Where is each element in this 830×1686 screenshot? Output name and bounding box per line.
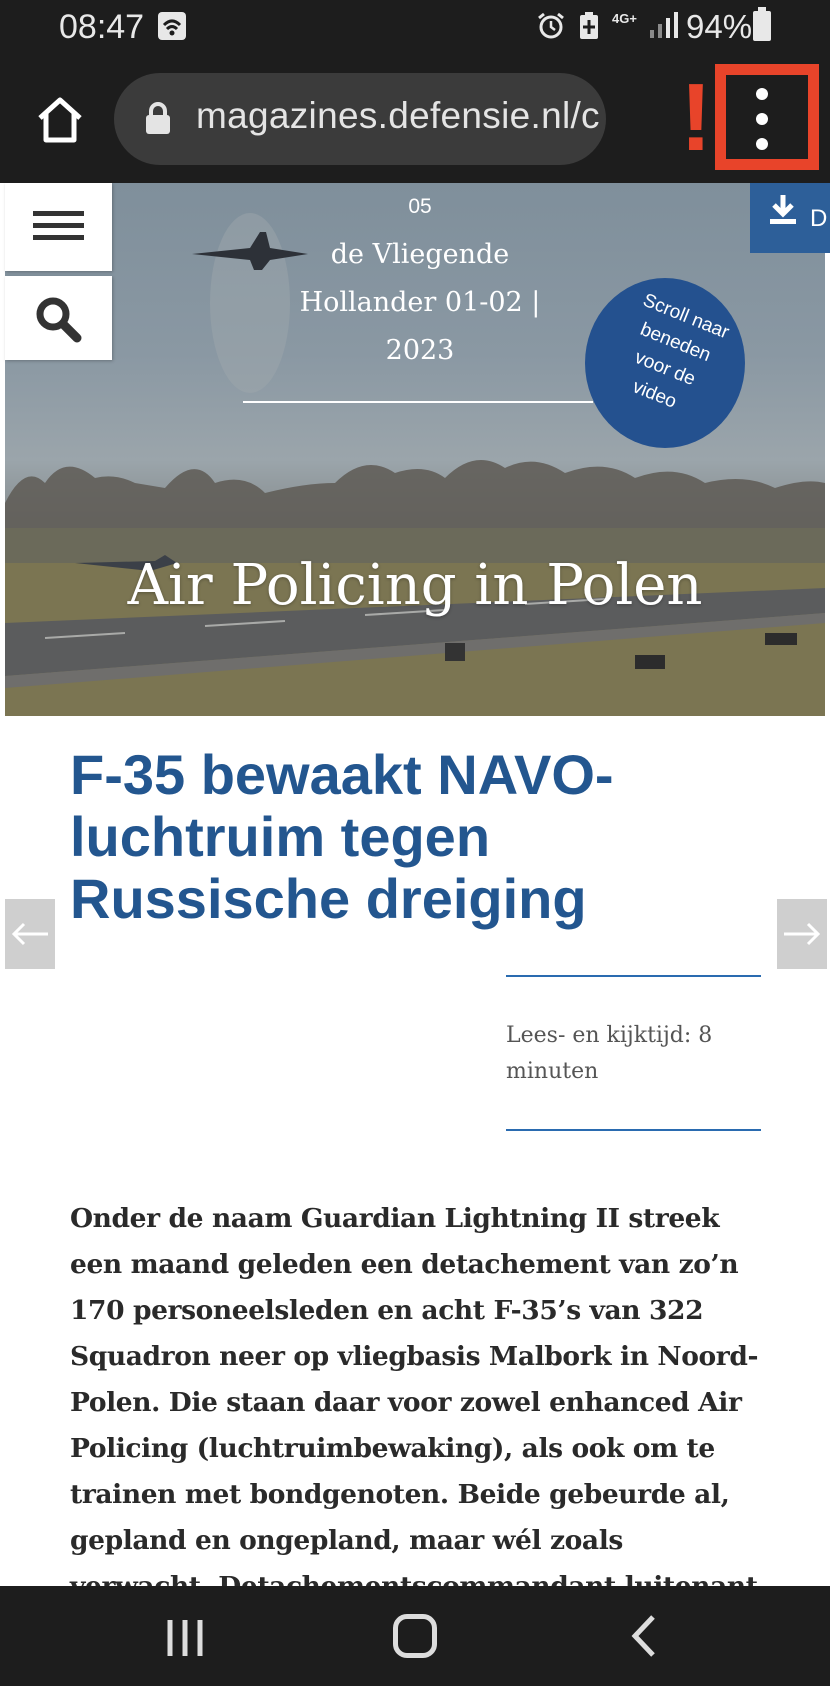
download-label: D bbox=[810, 205, 828, 232]
system-navigation-bar bbox=[0, 1586, 830, 1686]
meta-divider-top bbox=[506, 975, 761, 977]
search-icon bbox=[35, 296, 83, 342]
more-vert-icon[interactable] bbox=[737, 84, 787, 154]
article bbox=[0, 716, 830, 1586]
battery-icon bbox=[753, 11, 771, 41]
home-button[interactable] bbox=[30, 90, 90, 150]
hamburger-menu-button[interactable] bbox=[5, 183, 112, 271]
previous-article-button[interactable] bbox=[5, 899, 55, 969]
arrow-right-icon bbox=[782, 922, 822, 946]
recent-apps-button[interactable] bbox=[165, 1616, 205, 1660]
battery-percent: 94% bbox=[686, 8, 753, 45]
hero-title: Air Policing in Polen bbox=[127, 553, 703, 618]
article-headline: F-35 bewaakt NAVO-luchtruim tegen Russische dreiging bbox=[70, 743, 614, 930]
url-text: magazines.defensie.nl/c bbox=[196, 95, 600, 136]
home-nav-button[interactable] bbox=[393, 1614, 437, 1658]
meta-divider-bottom bbox=[506, 1129, 761, 1131]
hero-divider bbox=[243, 401, 593, 403]
network-type: 4G+ bbox=[612, 11, 637, 26]
home-icon bbox=[30, 90, 90, 150]
hero-banner bbox=[5, 183, 828, 716]
address-bar[interactable] bbox=[114, 73, 606, 165]
browser-toolbar bbox=[0, 58, 830, 183]
reading-time: Lees- en kijktijd: 8 minuten bbox=[506, 1023, 713, 1084]
wifi-calling-icon bbox=[158, 12, 186, 40]
next-article-button[interactable] bbox=[777, 899, 827, 969]
annotation-exclamation: ! bbox=[680, 64, 712, 171]
scroll-badge-text: Scroll naar beneden voor de video bbox=[629, 289, 732, 413]
scroll-video-badge[interactable] bbox=[585, 278, 745, 448]
status-bar bbox=[0, 0, 830, 58]
article-intro: Onder de naam Guardian Lightning II streek een maand geleden een detachement van zo’n 170 personeelsleden en acht F-35’s van 322 Squadron neer op vliegbasis Malbork in Noord-Polen. Die staan daar voor zowel enhanced Air Policing (luchtruimbewaking), als ook om te trainen met bondgenoten. Beide gebeurde al, gepland en ongepland, maar wél zoals bbox=[70, 1203, 759, 1556]
search-button[interactable] bbox=[5, 276, 112, 360]
status-time: 08:47 bbox=[59, 8, 145, 46]
magazine-title: de Vliegende Hollander 01-02 | 2023 bbox=[299, 239, 541, 366]
issue-number: 05 bbox=[408, 195, 432, 218]
signal-icon bbox=[648, 10, 680, 44]
download-icon bbox=[768, 193, 798, 227]
alarm-icon bbox=[536, 11, 566, 45]
arrow-left-icon bbox=[10, 922, 50, 946]
download-button[interactable] bbox=[750, 183, 830, 253]
back-button[interactable] bbox=[625, 1613, 665, 1659]
battery-saver-icon bbox=[578, 11, 600, 45]
lock-icon bbox=[144, 101, 172, 139]
